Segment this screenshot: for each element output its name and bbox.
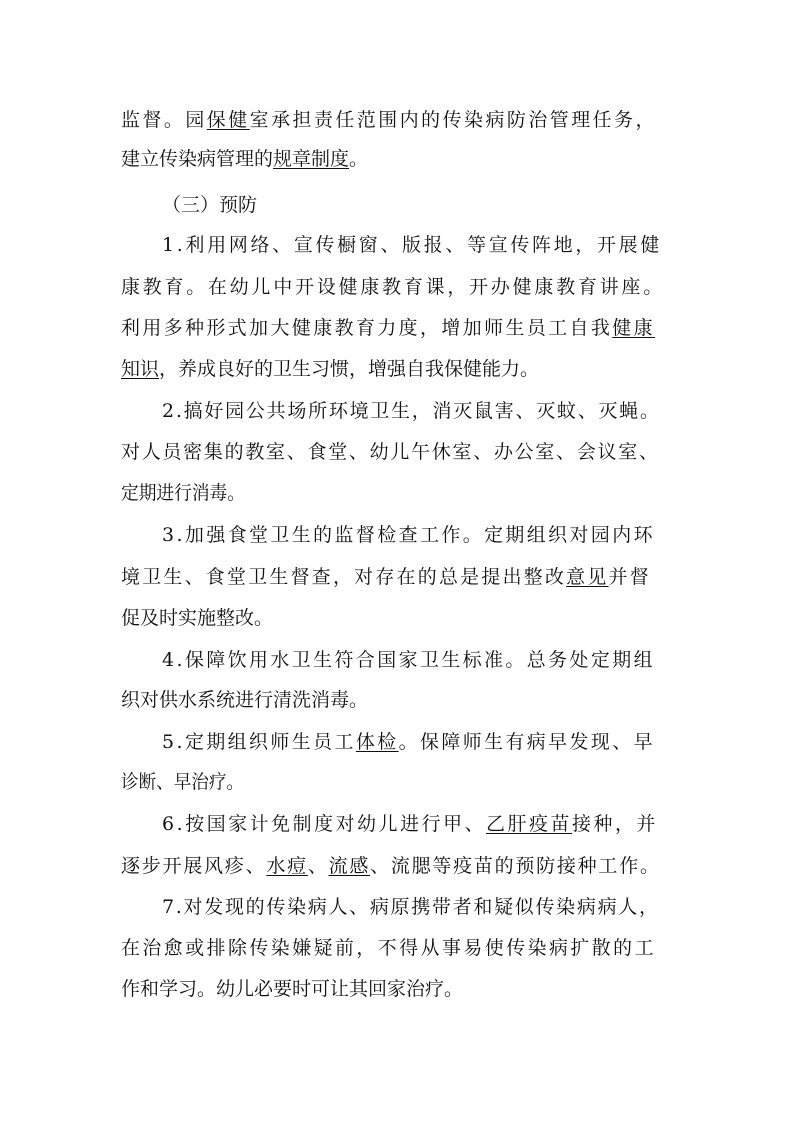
text-line: 4.保障饮用水卫生符合国家卫生标准。总务处定期组 [162, 649, 655, 671]
text-line: 对人员密集的教室、食堂、幼儿午休室、办公室、会议室、 [121, 441, 660, 463]
text-line: 1.利用网络、宣传橱窗、版报、等宣传阵地，开展健 [162, 234, 662, 256]
text-line: 促及时实施整改。 [121, 607, 274, 629]
text-line: 作和学习。幼儿必要时可让其回家治疗。 [121, 978, 464, 1000]
text-line: 建立传染病管理的规章制度。 [121, 148, 369, 170]
text-line: 在治愈或排除传染嫌疑前，不得从事易使传染病扩散的工 [121, 937, 656, 959]
text-line: 知识，养成良好的卫生习惯，增强自我保健能力。 [121, 358, 540, 380]
text-line: 逐步开展风疹、水痘、流感、流腮等疫苗的预防接种工作。 [121, 855, 661, 877]
text-line: 3.加强食堂卫生的监督检查工作。定期组织对园内环 [162, 524, 655, 546]
text-line: 境卫生、食堂卫生督查，对存在的总是提出整改意见并督 [121, 566, 651, 588]
text-line: 6.按国家计免制度对幼儿进行甲、乙肝疫苗接种，并 [162, 813, 658, 835]
text-line: 诊断、早治疗。 [121, 771, 244, 793]
text-line: 监督。园保健室承担责任范围内的传染病防治管理任务， [121, 109, 658, 131]
text-line: 康教育。在幼儿中开设健康教育课，开办健康教育讲座。 [121, 276, 665, 298]
text-line: 利用多种形式加大健康教育力度，增加师生员工自我健康 [121, 317, 655, 339]
text-line: 7.对发现的传染病人、病原携带者和疑似传染病病人， [162, 896, 660, 918]
text-line: 定期进行消毒。 [121, 482, 245, 504]
text-line: 2.搞好园公共场所环境卫生，消灭鼠害、灭蚊、灭蝇。 [162, 400, 661, 422]
section-heading: （三）预防 [162, 194, 258, 216]
text-line: 织对供水系统进行清洗消毒。 [121, 689, 369, 711]
text-line: 5.定期组织师生员工体检。保障师生有病早发现、早 [162, 731, 655, 753]
